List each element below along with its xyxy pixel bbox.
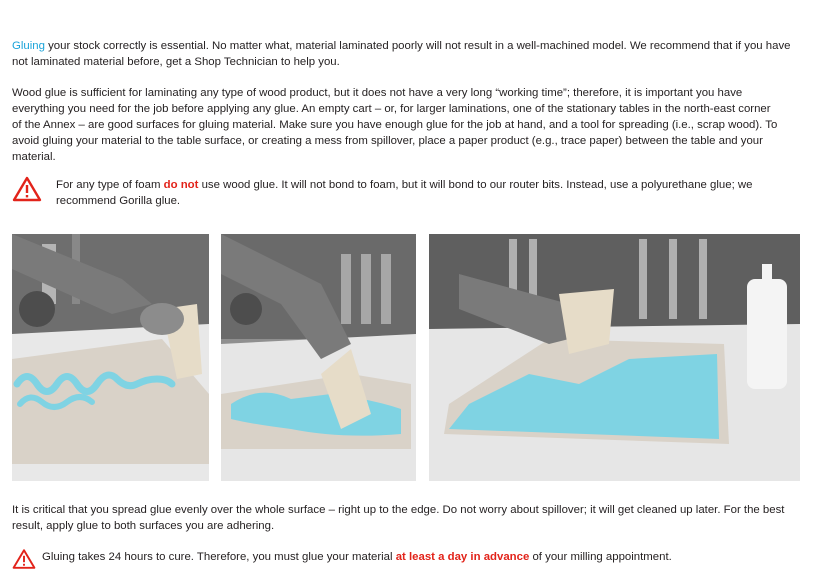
- spread-paragraph: It is critical that you spread glue evenly over the whole surface – right up to the edge. Do not worry about spillover; it will get cleaned up later. For the best result, apply glue to both surfaces you are adhering.: [12, 504, 785, 532]
- photo-glue-spread-evenly: [429, 234, 800, 481]
- warning-triangle-icon: [12, 176, 42, 202]
- intro-paragraph: [12, 38, 808, 70]
- photo-glue-zigzag: [12, 234, 209, 481]
- cure-warning-text: Gluing takes 24 hours to cure. Therefore, you must glue your material at least a day in advance of your milling appointment.: [42, 551, 672, 563]
- do-not-emphasis: do not: [163, 179, 199, 191]
- intro-text: your stock correctly is essential. No matter what, material laminated poorly will not result in a well-machined model. We recommend that if you have not laminated material before, get a Shop Technician to help you.: [12, 40, 791, 68]
- foam-warning-text: For any type of foam do not use wood glue. It will not bond to foam, but it will bond to our router bits. Instead, use a polyurethane glue; we recommend Gorilla glue.: [56, 179, 753, 207]
- gluing-highlight: Gluing: [12, 40, 45, 52]
- day-in-advance-emphasis: at least a day in advance: [395, 551, 530, 563]
- warning-triangle-icon: [12, 548, 36, 570]
- wood-glue-paragraph: Wood glue is sufficient for laminating any type of wood product, but it does not have a very long “working time”; therefore, it is important you have everything you need for the job before applying any glue. An empty cart – or, for larger laminations, one of the stationary tables in the north-east corner of the Annex – are good surfaces for gluing material. Make sure you have enough glue for the job at hand, and a tool for spreading (i.e., scrap wood). To avoid gluing your material to the table surface, or creating a mess from spillover, place a paper product (e.g., trace paper) between the table and your material.: [12, 87, 778, 163]
- photo-glue-spreading: [221, 234, 416, 481]
